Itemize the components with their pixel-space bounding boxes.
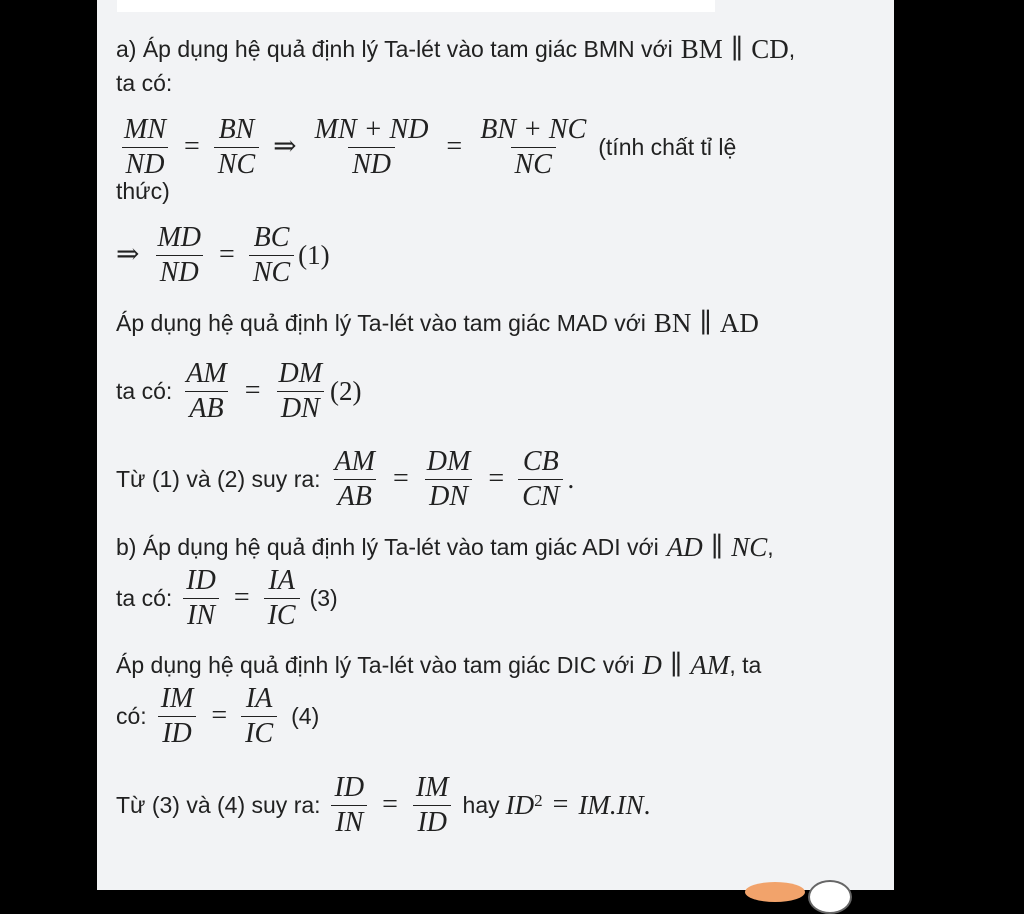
equals-sign: = xyxy=(382,789,398,820)
line-1-math-a: BM xyxy=(680,34,723,64)
line-2 xyxy=(116,66,876,100)
equation-prefix: ta có: xyxy=(116,585,173,611)
equation-6 xyxy=(116,682,876,750)
parallel-symbol: ∥ xyxy=(699,308,712,338)
line-10-math-a: D xyxy=(642,650,662,680)
numerator: MN xyxy=(124,113,166,145)
line-1-comma: , xyxy=(788,36,796,62)
line-2-text: ta có: xyxy=(116,70,173,96)
period: . xyxy=(567,464,575,494)
floating-button-partial[interactable] xyxy=(745,882,805,902)
line-1-text: a) Áp dụng hệ quả định lý Ta-lét vào tam giác BMN với xyxy=(116,36,673,62)
implies-arrow: ⇒ xyxy=(116,239,140,270)
equation-prefix: Từ (3) và (4) suy ra: xyxy=(116,792,321,818)
equation-prefix: Từ (1) và (2) suy ra: xyxy=(116,466,321,492)
fraction xyxy=(153,221,205,290)
fraction xyxy=(331,771,369,840)
numerator: BN + NC xyxy=(480,113,587,145)
equation-7 xyxy=(116,768,876,842)
line-8-text: b) Áp dụng hệ quả định lý Ta-lét vào tam giác ADI với xyxy=(116,534,659,560)
line-10-text: Áp dụng hệ quả định lý Ta-lét vào tam giác DIC với xyxy=(116,652,635,678)
denominator: ND xyxy=(156,255,203,290)
numerator: MD xyxy=(157,221,202,253)
solution-content xyxy=(116,32,876,842)
equation-4 xyxy=(116,442,876,516)
implies-arrow: ⇒ xyxy=(273,131,297,162)
equals-sign: = xyxy=(219,239,235,270)
line-8-math-b: NC xyxy=(731,532,768,562)
denominator: IC xyxy=(241,716,277,751)
result-lhs: ID xyxy=(505,790,535,820)
numerator: AM xyxy=(186,357,227,389)
numerator: ID xyxy=(334,771,365,803)
line-5-text: Áp dụng hệ quả định lý Ta-lét vào tam giác MAD với xyxy=(116,310,646,336)
line-8-comma: , xyxy=(767,534,774,560)
numerator: IM xyxy=(415,771,449,803)
equals-sign: = xyxy=(392,463,409,494)
numerator: DM xyxy=(426,445,471,477)
numerator: IM xyxy=(160,682,194,714)
line-1 xyxy=(116,32,876,66)
fraction xyxy=(275,357,327,426)
equation-prefix: có: xyxy=(116,703,147,729)
exponent: 2 xyxy=(534,791,543,810)
numerator: CB xyxy=(522,445,559,477)
numerator: IA xyxy=(245,682,273,714)
denominator: DN xyxy=(425,479,472,514)
numerator: AM xyxy=(334,445,375,477)
numerator: DM xyxy=(278,357,323,389)
equals-sign: = xyxy=(233,582,250,613)
denominator: ND xyxy=(122,147,169,182)
parallel-symbol: ∥ xyxy=(710,532,724,562)
numerator: ID xyxy=(186,564,216,596)
denominator: IN xyxy=(331,805,367,840)
line-8-math-a: AD xyxy=(666,532,703,562)
denominator: CN xyxy=(518,479,563,514)
fraction xyxy=(518,445,563,514)
line-5 xyxy=(116,306,876,340)
fraction xyxy=(214,113,259,182)
floating-circle-partial[interactable] xyxy=(808,880,852,914)
denominator: DN xyxy=(277,391,324,426)
denominator: NC xyxy=(511,147,556,182)
line-5-math-b: AD xyxy=(719,308,759,338)
equation-1-note: (tính chất tỉ lệ xyxy=(598,134,737,160)
denominator: NC xyxy=(249,255,294,290)
solution-panel xyxy=(97,0,894,890)
denominator: ND xyxy=(348,147,395,182)
equals-sign: = xyxy=(446,131,463,162)
fraction xyxy=(182,357,230,426)
fraction xyxy=(412,771,453,840)
line-1-math-b: CD xyxy=(751,34,789,64)
parallel-symbol: ∥ xyxy=(730,34,744,64)
fraction xyxy=(249,221,294,290)
equation-tag: (1) xyxy=(298,240,330,270)
fraction xyxy=(476,113,590,182)
top-card xyxy=(117,0,715,12)
equation-prefix: ta có: xyxy=(116,378,173,404)
line-10-tail: , ta xyxy=(729,652,762,678)
denominator: ID xyxy=(158,716,196,751)
equals-sign: = xyxy=(211,700,228,731)
numerator: BC xyxy=(253,221,290,253)
equation-3 xyxy=(116,354,876,428)
line-10-math-b: AM xyxy=(690,650,730,680)
fraction xyxy=(182,564,220,633)
period: . xyxy=(643,790,651,820)
fraction xyxy=(331,445,379,514)
line-10 xyxy=(116,648,876,682)
numerator: MN + ND xyxy=(314,113,429,145)
result-rhs: IM.IN xyxy=(578,790,644,820)
note-continuation: thức) xyxy=(116,178,170,204)
equals-sign: = xyxy=(552,789,569,820)
denominator: IC xyxy=(264,598,300,633)
line-8 xyxy=(116,530,876,564)
equals-sign: = xyxy=(244,375,261,406)
denominator: AB xyxy=(334,479,376,514)
fraction xyxy=(264,564,300,633)
denominator: NC xyxy=(214,147,259,182)
fraction xyxy=(157,682,198,751)
parallel-symbol: ∥ xyxy=(669,650,683,680)
equals-sign: = xyxy=(488,463,505,494)
fraction xyxy=(120,113,170,182)
fraction xyxy=(241,682,277,751)
numerator: BN xyxy=(218,113,255,145)
equation-5 xyxy=(116,564,876,632)
hay-word: hay xyxy=(462,792,500,818)
equation-1 xyxy=(116,112,876,182)
denominator: IN xyxy=(183,598,219,633)
fraction xyxy=(311,113,433,182)
denominator: AB xyxy=(185,391,227,426)
line-5-math-a: BN xyxy=(653,308,692,338)
numerator: IA xyxy=(268,564,295,596)
equation-2 xyxy=(116,218,876,292)
equation-tag: (2) xyxy=(330,376,362,406)
equals-sign: = xyxy=(184,131,200,162)
denominator: ID xyxy=(413,805,451,840)
equation-tag: (4) xyxy=(291,703,320,729)
equation-tag: (3) xyxy=(309,585,338,611)
fraction xyxy=(423,445,475,514)
